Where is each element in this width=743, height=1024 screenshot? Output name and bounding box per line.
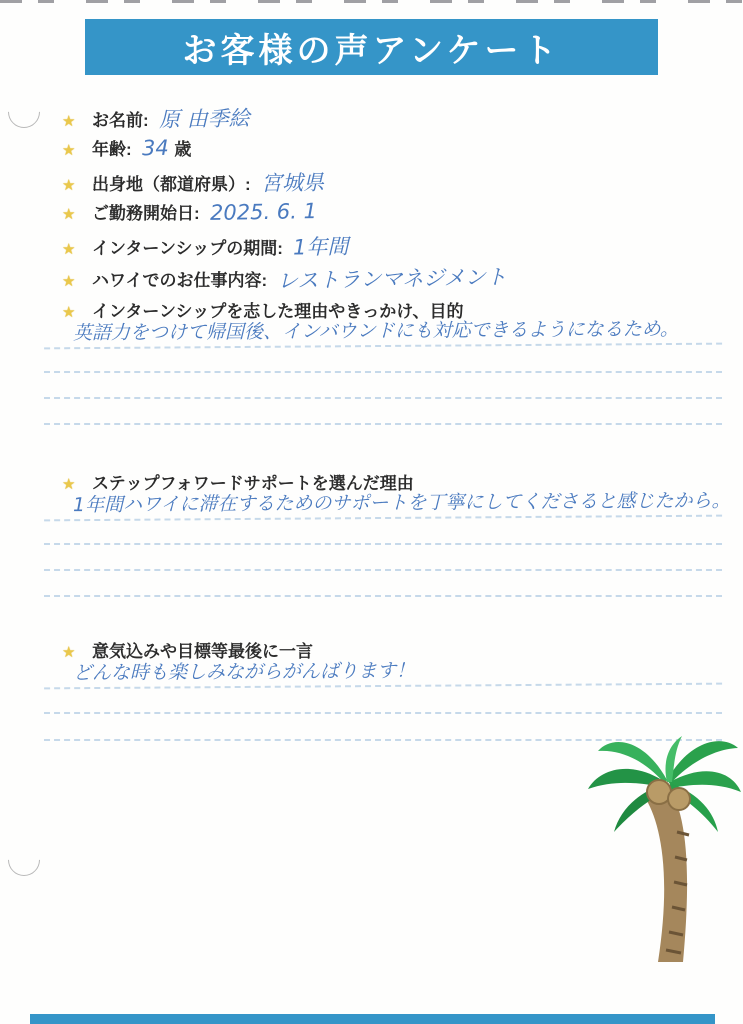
answer-line — [44, 687, 722, 714]
hole-punch — [1, 837, 46, 882]
handwritten-answer: どんな時も楽しみながらがんばります！ — [44, 657, 722, 690]
field-row-job-in-hawaii — [62, 263, 507, 295]
question-section-why-step-forward — [44, 469, 731, 597]
field-value-handwritten: 1年間 — [292, 234, 349, 260]
field-value-handwritten: 原 由季絵 — [158, 106, 250, 132]
field-label: お名前: — [92, 111, 149, 130]
hole-punch — [1, 89, 46, 134]
handwritten-answer: 英語力をつけて帰国後、インバウンドにも対応できるようになるため。 — [44, 317, 722, 350]
page-title: お客様の声アンケート — [182, 31, 561, 70]
field-label: インターンシップの期間: — [92, 239, 283, 258]
field-value-handwritten: レストランマネジメント — [276, 264, 508, 294]
question-label: インターンシップを志した理由やきっかけ、目的 — [92, 302, 464, 321]
title-banner — [85, 19, 658, 75]
question-header — [44, 469, 722, 491]
answer-line — [44, 373, 722, 399]
answer-line — [44, 545, 722, 571]
field-label: ご勤務開始日: — [92, 204, 200, 223]
field-value-handwritten: 宮城県 — [260, 170, 324, 196]
star-icon: ★ — [62, 206, 76, 223]
field-row-start-date — [62, 199, 507, 231]
question-section-motivation — [44, 297, 722, 425]
handwritten-answer: 1年間ハワイに滞在するためのサポートを丁寧にしてくださると感じたから。 — [44, 489, 722, 522]
star-icon: ★ — [62, 177, 76, 194]
field-row-birthplace — [62, 167, 507, 199]
question-label: ステップフォワードサポートを選んだ理由 — [92, 474, 414, 493]
question-label: 意気込みや目標等最後に一言 — [92, 642, 313, 661]
field-row-internship-period — [62, 231, 507, 263]
answer-line — [44, 519, 722, 545]
question-header — [44, 637, 722, 659]
field-value-handwritten: 34 — [141, 135, 169, 161]
palm-tree-icon — [582, 722, 743, 965]
star-icon: ★ — [62, 142, 76, 159]
star-icon: ★ — [62, 476, 76, 493]
star-icon: ★ — [62, 304, 76, 321]
star-icon: ★ — [62, 273, 76, 290]
scan-edge-artifact — [0, 0, 743, 3]
field-row-age — [62, 135, 507, 167]
question-header — [44, 297, 722, 319]
star-icon: ★ — [62, 113, 76, 130]
star-icon: ★ — [62, 644, 76, 661]
field-label: 年齢: — [92, 140, 132, 159]
bottom-border-bar — [30, 1014, 715, 1024]
field-label: 出身地（都道府県）: — [92, 175, 251, 194]
answer-line — [44, 571, 722, 597]
field-label: ハワイでのお仕事内容: — [92, 271, 268, 290]
field-row-name — [62, 103, 507, 135]
answer-line — [44, 399, 722, 425]
star-icon: ★ — [62, 241, 76, 258]
answer-line — [44, 347, 722, 373]
field-suffix: 歳 — [174, 140, 192, 159]
field-list — [62, 103, 507, 295]
field-value-handwritten: 2025. 6. 1 — [209, 199, 317, 225]
